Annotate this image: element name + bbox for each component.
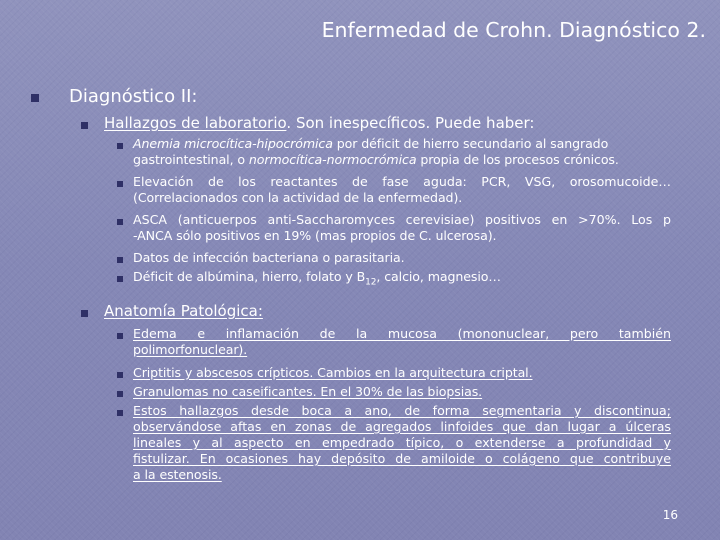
anat-item-1-line-1[interactable]: Edema e inflamación de la mucosa (mononuclear, pero también [133,326,671,341]
bullet-anat-1 [117,333,123,339]
bullet-anatomia [81,310,88,317]
lab-item-1-rest: por déficit de hierro secundario al sangrado [332,136,609,151]
lab-item-4-line-1: Datos de infección bacteriana o parasitaria. [133,250,405,265]
bullet-lab-1 [117,143,123,149]
slide-number: 16 [662,508,678,522]
lab-item-1-line-1 [133,136,608,151]
bullet-lab-4 [117,257,123,263]
lab-item-5-line-1 [133,269,501,288]
anat-item-4-line-2[interactable]: observándose aftas en zonas de agregados linfoides que dan lugar a úlceras [133,419,671,434]
anat-item-3-line-1[interactable]: Granulomas no caseificantes. En el 30% de las biopsias. [133,384,483,399]
lab-item-3-line-2: -ANCA sólo positivos en 19% (mas propios de C. ulcerosa). [133,228,497,243]
lab-item-1-line-2 [133,152,619,167]
anat-item-4-line-5[interactable]: a la estenosis. [133,467,222,482]
laboratorio-heading-link[interactable]: Hallazgos de laboratorio [104,114,287,132]
bullet-anat-2 [117,372,123,378]
lab-item-3-line-1: ASCA (anticuerpos anti-Saccharomyces cerevisiae) positivos en >70%. Los p [133,212,671,227]
slide-title: Enfermedad de Crohn. Diagnóstico 2. [321,18,706,42]
bullet-lab-3 [117,219,123,225]
bullet-laboratorio [81,122,88,129]
bullet-anat-4 [117,410,123,416]
lab-item-1-italic: Anemia microcítica-hipocrómica [133,136,333,151]
laboratorio-heading [104,114,534,132]
anat-item-4-line-1[interactable]: Estos hallazgos desde boca a ano, de forma segmentaria y discontinua; [133,403,671,418]
lab-item-2-line-1: Elevación de los reactantes de fase aguda: PCR, VSG, orosomucoide… [133,174,671,189]
section-heading: Diagnóstico II: [69,86,198,107]
lab-item-1-line-2-a: gastrointestinal, o [133,152,249,167]
anat-item-2-line-1[interactable]: Criptitis y abscesos crípticos. Cambios en la arquitectura criptal. [133,365,533,380]
anat-item-4-line-3[interactable]: lineales y al aspecto en empedrado típico, o extenderse a profundidad y [133,435,671,450]
lab-item-5-rest: , calcio, magnesio… [376,269,501,284]
bullet-lab-2 [117,181,123,187]
bullet-diagnostico [31,94,39,102]
bullet-lab-5 [117,276,123,282]
anat-item-4-line-4[interactable]: fistulizar. En ocasiones hay depósito de amiloide o colágeno que contribuye [133,451,671,466]
lab-item-5-subscript: 12 [365,277,377,288]
bullet-anat-3 [117,391,123,397]
lab-item-1-line-2-rest: propia de los procesos crónicos. [416,152,619,167]
lab-item-2-line-2: (Correlacionados con la actividad de la enfermedad). [133,190,463,205]
lab-item-1-line-2-italic: normocítica-normocrómica [248,152,417,167]
lab-item-5-a: Déficit de albúmina, hierro, folato y B [133,269,366,284]
anatomia-heading-link[interactable]: Anatomía Patológica: [104,302,263,320]
anat-item-1-line-2[interactable]: polimorfonuclear). [133,342,248,357]
laboratorio-heading-rest: . Son inespecíficos. Puede haber: [286,114,535,132]
